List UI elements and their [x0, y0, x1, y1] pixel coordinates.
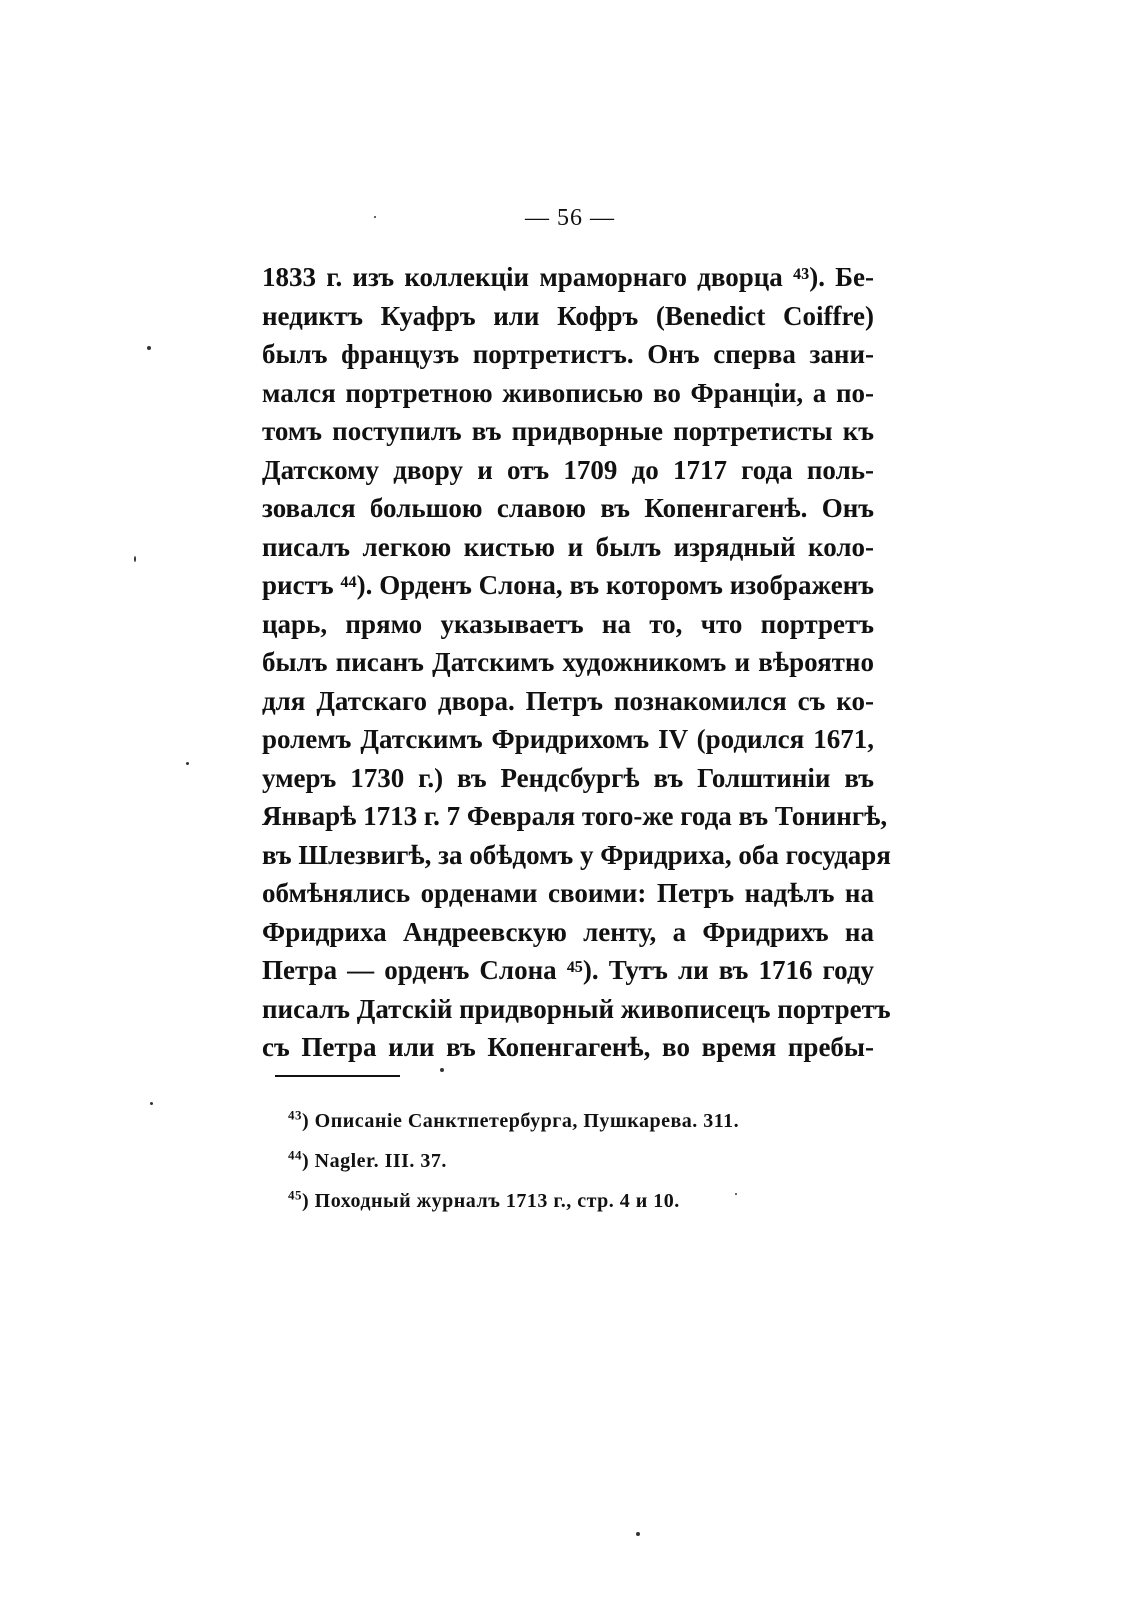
scan-speck: [150, 1102, 153, 1105]
footnote-mark: 45: [288, 1187, 302, 1203]
footnote-mark: 44: [288, 1147, 302, 1163]
scan-speck: [147, 346, 151, 350]
body-line: ристъ ⁴⁴). Орденъ Слона, въ которомъ изображенъ: [262, 570, 874, 600]
footnote-text: ) Походный журналъ 1713 г., стр. 4 и 10.: [302, 1190, 680, 1212]
footnote-mark: 43: [288, 1107, 302, 1123]
scan-speck: [186, 762, 189, 765]
footnote-text: ) Nagler. III. 37.: [302, 1150, 447, 1172]
body-line: Фридриха Андреевскую ленту, а Фридрихъ на: [262, 916, 874, 947]
body-line: ролемъ Датскимъ Фридрихомъ IV (родился 1671,: [262, 724, 874, 754]
body-line: писалъ Датскій придворный живописецъ портретъ: [262, 993, 891, 1024]
footnote: [288, 1141, 748, 1181]
body-line: въ Шлезвигѣ, за обѣдомъ у Фридриха, оба государя: [262, 839, 891, 870]
scan-speck: [735, 1193, 737, 1195]
body-line: зовался большою славою въ Копенгагенѣ. Онъ: [262, 493, 874, 523]
scan-speck: [636, 1532, 640, 1536]
body-line: умеръ 1730 г.) въ Рендсбургѣ въ Голштиніи въ: [262, 762, 874, 793]
body-line: обмѣнялись орденами своими: Петръ надѣлъ на: [262, 878, 874, 908]
body-line: для Датскаго двора. Петръ познакомился съ ко-: [262, 685, 874, 716]
body-line: былъ писанъ Датскимъ художникомъ и вѣроятно: [262, 647, 874, 677]
footnote: [288, 1101, 748, 1141]
body-line: Петра — орденъ Слона ⁴⁵). Тутъ ли въ 1716 году: [262, 955, 874, 985]
page-number: — 56 —: [525, 205, 615, 231]
body-line: мался портретною живописью во Франціи, а по-: [262, 377, 874, 408]
body-text: [262, 258, 891, 1067]
body-line: 1833 г. изъ коллекціи мраморнаго дворца ⁴³). Бе-: [262, 262, 874, 292]
footnote-text: ) Описаніе Санктпетербурга, Пушкарева. 311.: [302, 1110, 740, 1132]
body-line: съ Петра или въ Копенгагенѣ, во время пребы-: [262, 1032, 874, 1062]
body-line: Датскому двору и отъ 1709 до 1717 года поль-: [262, 454, 874, 485]
body-line: недиктъ Куафръ или Кофръ (Benedict Coiffre): [262, 300, 874, 331]
body-line: былъ французъ портретистъ. Онъ сперва зани-: [262, 339, 874, 369]
body-line: царь, прямо указываетъ на то, что портретъ: [262, 608, 874, 639]
scan-speck: [134, 556, 136, 562]
footnote: [288, 1181, 748, 1221]
body-line: томъ поступилъ въ придворные портретисты къ: [262, 416, 874, 446]
footnote-separator: [275, 1075, 400, 1077]
footnotes: [288, 1101, 748, 1221]
body-line: писалъ легкою кистью и былъ изрядный коло-: [262, 531, 874, 562]
scan-speck: [440, 1068, 444, 1072]
scan-speck: [374, 216, 376, 218]
body-line: Январѣ 1713 г. 7 Февраля того-же года въ Тонингѣ,: [262, 801, 888, 831]
